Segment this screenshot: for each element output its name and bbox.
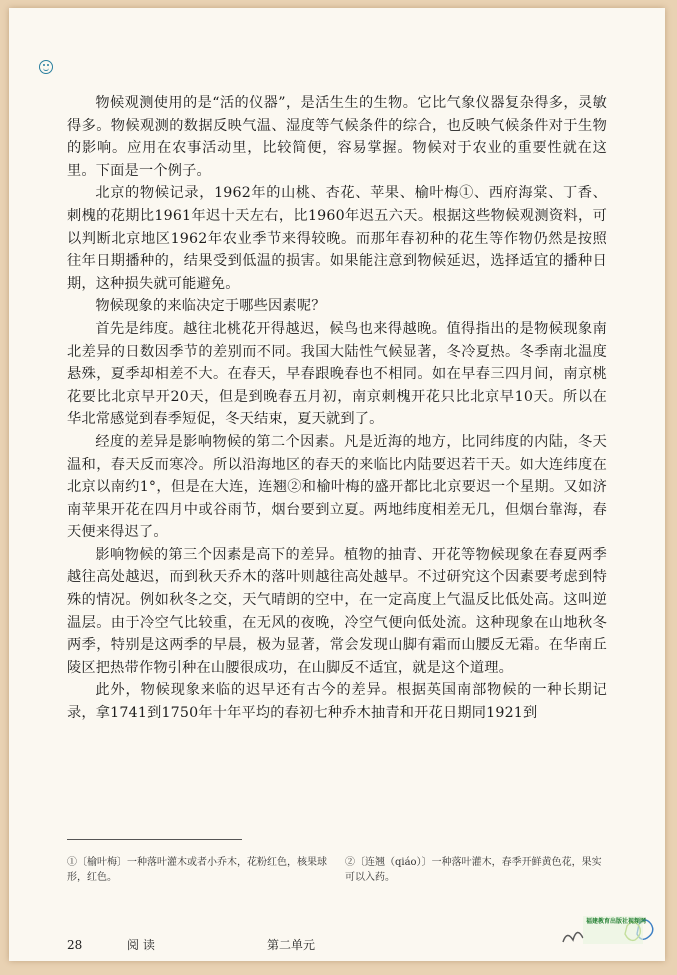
footnote-divider bbox=[67, 839, 242, 840]
textbook-page bbox=[9, 8, 665, 961]
footnotes bbox=[67, 855, 607, 885]
footnote-1: ①〔榆叶梅〕一种落叶灌木或者小乔木，花粉红色，核果球形，红色。 bbox=[67, 857, 327, 883]
footnote-2: ②〔连翘（qiáo）〕一种落叶灌木，春季开鲜黄色花，果实可以入药。 bbox=[345, 857, 602, 883]
publisher-logo bbox=[557, 912, 657, 952]
paragraph: 物候现象的来临决定于哪些因素呢？ bbox=[95, 298, 326, 315]
page-footer bbox=[67, 936, 315, 953]
unit-label: 第二单元 bbox=[267, 938, 316, 952]
paragraph: 经度的差异是影响物候的第二个因素。凡是近海的地方，比同纬度的内陆，冬天温和，春天反而寒冷。所以沿海地区的春天的来临比内陆要迟若干天。如大连纬度在北京以南约1°，但是在大连，连翘②和榆叶梅的盛开都比北京要迟一个星期。又如济南苹果开花在四月中或谷雨节，烟台要到立夏。两地纬度相差无几，但烟台靠海，春天便来得迟了。 bbox=[67, 433, 607, 541]
paragraph: 北京的物候记录，1962年的山桃、杏花、苹果、榆叶梅①、西府海棠、丁香、刺槐的花期比1961年迟十天左右，比1960年迟五六天。根据这些物候观测资料，可以判断北京地区1962年农业季节来得较晚。而那年春初种的花生等作物仍然是按照往年日期播种的，结果受到低温的损害。如果能注意到物候延迟，选择适宜的播种日期，这种损失就可能避免。 bbox=[67, 185, 607, 292]
paragraph: 影响物候的第三个因素是高下的差异。植物的抽青、开花等物候现象在春夏两季越往高处越迟，而到秋天乔木的落叶则越往高处越早。不过研究这个因素要考虑到特殊的情况。例如秋冬之交，天气晴朗的空中，在一定高度上气温反比低处高。这叫逆温层。由于冷空气比较重，在无风的夜晚，冷空气便向低处流。这种现象在山地秋冬两季，特别是这两季的早晨，极为显著，常会发现山脚有霜而山腰反无霜。在华南丘陵区把热带作物引种在山腰很成功，在山脚反不适宜，就是这个道理。 bbox=[67, 546, 607, 676]
article-body bbox=[67, 92, 607, 725]
book-section: 阅 读 bbox=[127, 938, 155, 952]
paragraph: 此外，物候现象来临的迟早还有古今的差异。根据英国南部物候的一种长期记录，拿1741到1750年十年平均的春初七种乔木抽青和开花日期同1921到 bbox=[67, 682, 607, 722]
smiley-icon bbox=[39, 60, 53, 74]
paragraph: 首先是纬度。越往北桃花开得越迟，候鸟也来得越晚。值得指出的是物候现象南北差异的日数因季节的差别而不同。我国大陆性气候显著，冬冷夏热。冬季南北温度悬殊，夏季却相差不大。在春天，早春跟晚春也不相同。如在早春三四月间，南京桃花要比北京早开20天，但是到晚春五月初，南京刺槐开花只比北京早10天。所以在华北常感觉到春季短促，冬天结束，夏天就到了。 bbox=[67, 320, 607, 428]
paragraph: 物候观测使用的是“活的仪器”，是活生生的生物。它比气象仪器复杂得多，灵敏得多。物候观测的数据反映气温、湿度等气候条件的综合，也反映气候条件对于生物的影响。应用在农事活动里，比较简便，容易掌握。物候对于农业的重要性就在这里。下面是一个例子。 bbox=[67, 95, 607, 179]
page-number: 28 bbox=[67, 938, 83, 952]
logo-text: 福建教育出版社视频网 bbox=[585, 918, 646, 925]
